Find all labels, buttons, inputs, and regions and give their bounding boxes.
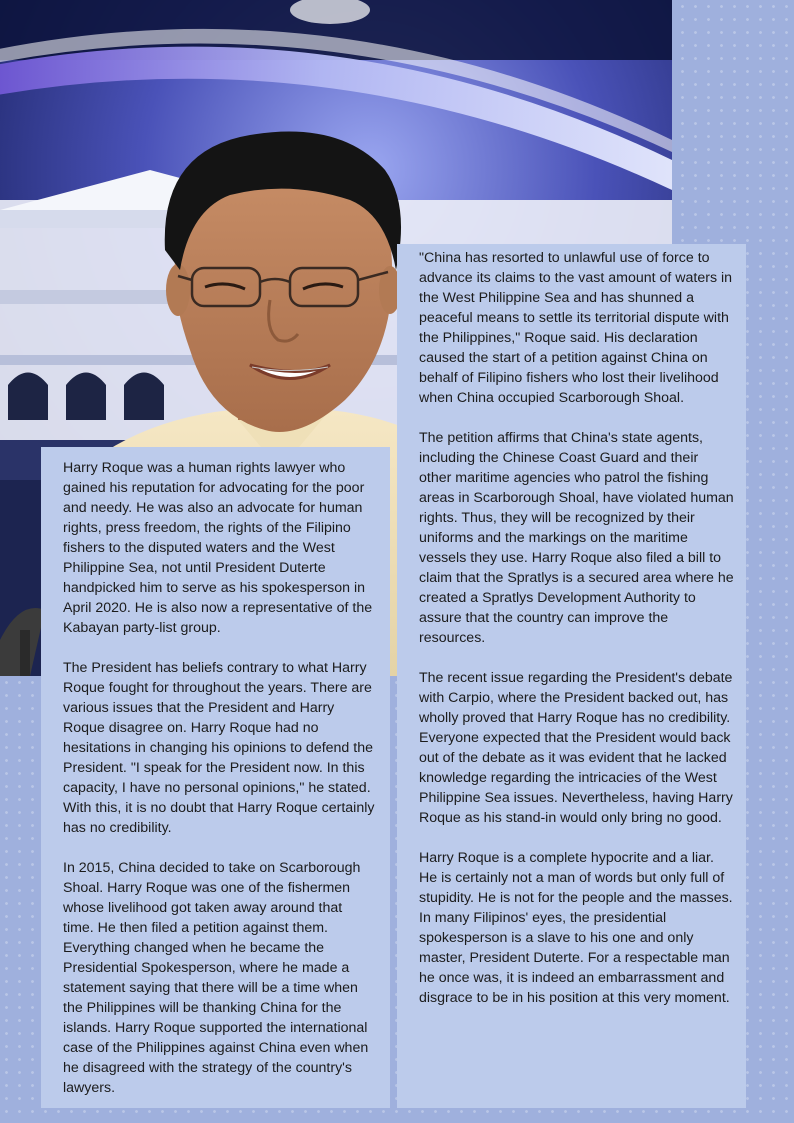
paragraph: Harry Roque is a complete hypocrite and a liar. He is certainly not a man of words but only full of stupidity. He is not for the people and the masses. In many Filipinos' eyes, the presidential spokesperson is a slave to his one and only master, President Duterte. For a respectable man he once was, it is indeed an embarrassment and disgrace to be in his position at this very moment. (419, 850, 733, 1006)
paragraph: In 2015, China decided to take on Scarborough Shoal. Harry Roque was one of the fishermen whose livelihood got taken away around that time. He then filed a petition against them. Everything changed when he became the Presidential Spokesperson, where he made a statement saying that there will be a time when the Philippines will be thanking China for the islands. Harry Roque supported the international case of the Philippines against China even when he disagreed with the strategy of the country's lawyers. (63, 860, 369, 1096)
article-column-left (41, 447, 390, 1108)
paragraph: The President has beliefs contrary to what Harry Roque fought for throughout the years. There are various issues that the President and Harry Roque disagree on. Harry Roque had no hesitations in changing his opinions to defend the President. "I speak for the President now. In this capacity, I have no personal opinions," he stated. With this, it is no doubt that Harry Roque certainly has no credibility. (63, 660, 375, 836)
paragraph: The recent issue regarding the President's debate with Carpio, where the President backed out, has wholly proved that Harry Roque has no credibility. Everyone expected that the President would back out of the debate as it was evident that he lacked knowledge regarding the intricacies of the West Philippine Sea issues. Nevertheless, having Harry Roque as his stand-in would only bring no good. (419, 670, 733, 826)
paragraph: Harry Roque was a human rights lawyer who gained his reputation for advocating for the poor and needy. He was also an advocate for human rights, press freedom, the rights of the Filipino fishers to the disputed waters and the West Philippine Sea, not until President Duterte handpicked him to serve as his spokesperson in April 2020. He is also now a representative of the Kabayan party-list group. (63, 460, 373, 636)
article-column-right (397, 244, 746, 1108)
paragraph: The petition affirms that China's state agents, including the Chinese Coast Guard and their other maritime agencies who patrol the fishing areas in Scarborough Shoal, have violated human rights. Thus, they will be recognized by their uniforms and the markings on the maritime vessels they use. Harry Roque also filed a bill to claim that the Spratlys is a secured area where he created a Spratlys Development Authority to assure that the country can improve the resources. (419, 430, 734, 646)
paragraph: "China has resorted to unlawful use of force to advance its claims to the vast amount of waters in the West Philippine Sea and has shunned a peaceful means to settle its territorial dispute with the Philippines," Roque said. His declaration caused the start of a petition against China on behalf of Filipino fishers who lost their livelihood when China occupied Scarborough Shoal. (419, 250, 733, 406)
